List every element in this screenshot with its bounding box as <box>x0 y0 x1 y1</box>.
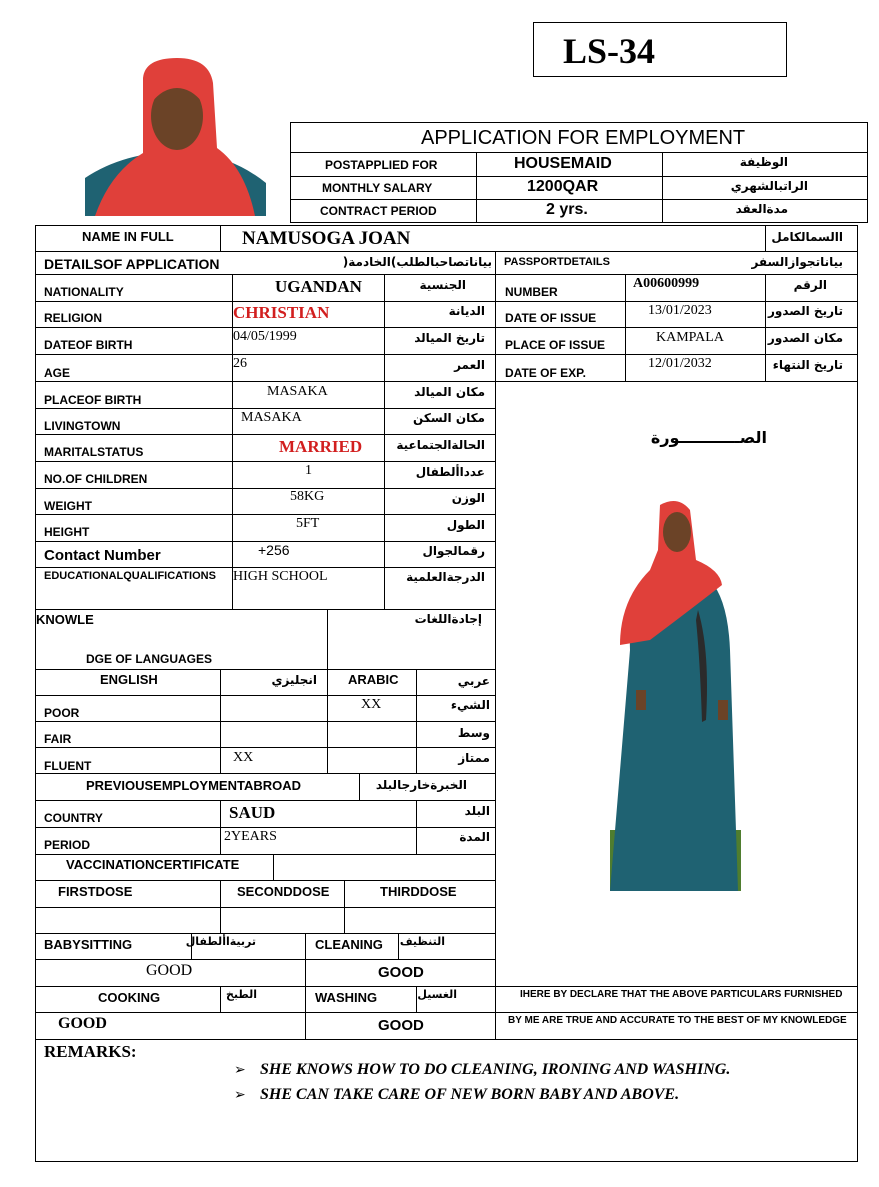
remark-2: SHE CAN TAKE CARE OF NEW BORN BABY AND ABOVE. <box>260 1086 680 1103</box>
washing-ar: الغسيل <box>417 988 457 1001</box>
weight-ar: الوزن <box>451 491 485 505</box>
country-label: COUNTRY <box>44 811 103 825</box>
education-label: EDUCATIONALQUALIFICATIONS <box>44 570 216 582</box>
height-ar: الطول <box>446 518 485 532</box>
age-value: 26 <box>233 356 247 371</box>
lang-fair: FAIR <box>44 732 72 746</box>
third-dose-label: THIRDDOSE <box>380 884 457 899</box>
weight-value: 58KG <box>290 489 325 504</box>
issue-date-ar: تاريخ الصدور <box>768 304 843 318</box>
dob-ar: تاريخ الميالد <box>414 331 485 345</box>
lang-poor-ar: الشيء <box>450 698 490 712</box>
contract-period-value: 2 yrs. <box>546 201 588 218</box>
expiry-date-value: 12/01/2032 <box>648 356 712 371</box>
languages-title-b: DGE OF LANGUAGES <box>86 652 213 666</box>
headshot-photo <box>85 58 266 216</box>
post-applied-value: HOUSEMAID <box>514 155 612 172</box>
languages-title-ar: إجادةاللغات <box>414 612 482 626</box>
reference-code: LS-34 <box>563 31 656 71</box>
religion-value: CHRISTIAN <box>233 303 330 322</box>
religion-ar: الديانة <box>448 304 485 318</box>
details-ar: بياناتصاحبالطلب)الخادمة( <box>342 255 492 269</box>
monthly-salary-ar: الراتبالشهري <box>730 179 808 193</box>
period-ar: المدة <box>459 830 490 844</box>
age-label: AGE <box>44 366 71 380</box>
living-town-label: LIVINGTOWN <box>44 419 121 433</box>
period-label: PERIOD <box>44 838 91 852</box>
nationality-label: NATIONALITY <box>44 285 124 299</box>
children-ar: عدداألطفال <box>415 465 485 479</box>
pob-value: MASAKA <box>267 384 328 399</box>
children-value: 1 <box>305 463 312 478</box>
first-dose-label: FIRSTDOSE <box>58 884 133 899</box>
country-ar: البلد <box>464 804 490 818</box>
remark-1: SHE KNOWS HOW TO DO CLEANING, IRONING AND WASHING. <box>260 1061 731 1078</box>
cooking-label: COOKING <box>98 990 161 1005</box>
full-body-photo <box>610 500 741 891</box>
marital-status-label: MARITALSTATUS <box>44 445 144 459</box>
passport-number-value: A00600999 <box>633 276 700 291</box>
issue-date-label: DATE OF ISSUE <box>505 311 597 325</box>
weight-label: WEIGHT <box>44 499 92 513</box>
period-value: 2YEARS <box>224 829 277 844</box>
contract-period-label: CONTRACT PERIOD <box>320 204 437 218</box>
dob-value: 04/05/1999 <box>233 329 297 344</box>
expiry-date-ar: تاريخ النتهاء <box>772 358 843 372</box>
lang-poor: POOR <box>44 706 80 720</box>
passport-number-label: NUMBER <box>505 285 558 299</box>
age-ar: العمر <box>454 358 485 372</box>
lang-fair-ar: وسط <box>457 726 490 740</box>
lang-fluent: FLUENT <box>44 759 92 773</box>
contact-number-label: Contact Number <box>44 547 161 564</box>
marital-status-value: MARRIED <box>279 437 363 456</box>
post-applied-ar: الوظيفة <box>739 155 788 169</box>
contact-number-ar: رقمالجوال <box>422 544 485 558</box>
living-town-value: MASAKA <box>241 410 302 425</box>
declaration-line-1: IHERE BY DECLARE THAT THE ABOVE PARTICULARS FURNISHED <box>520 989 843 1000</box>
babysitting-value: GOOD <box>146 962 193 979</box>
prev-employment-ar: الخبرةخارجالبلد <box>375 778 467 792</box>
education-value: HIGH SCHOOL <box>233 569 328 584</box>
nationality-value: UGANDAN <box>275 277 362 296</box>
contact-number-value: +256 <box>258 542 290 558</box>
name-value: NAMUSOGA JOAN <box>242 228 411 249</box>
monthly-salary-value: 1200QAR <box>527 178 599 195</box>
lang-arabic: ARABIC <box>348 672 399 687</box>
declaration-line-2: BY ME ARE TRUE AND ACCURATE TO THE BEST OF MY KNOWLEDGE <box>508 1015 847 1026</box>
prev-employment-title: PREVIOUSEMPLOYMENTABROAD <box>86 778 301 793</box>
cooking-ar: الطبخ <box>225 988 257 1001</box>
washing-label: WASHING <box>315 990 378 1005</box>
vaccination-title: VACCINATIONCERTIFICATE <box>66 857 240 872</box>
details-label: DETAILSOF APPLICATION <box>44 256 220 272</box>
contract-period-ar: مدةالعقد <box>735 202 788 216</box>
lang-fluent-ar: ممتاز <box>458 751 490 765</box>
remark-bullet-1: ➢ <box>234 1062 246 1078</box>
passport-number-ar: الرقم <box>793 278 827 292</box>
babysitting-ar: تربيةاألطفال <box>185 935 256 948</box>
issue-date-value: 13/01/2023 <box>648 303 712 318</box>
country-value: SAUD <box>229 803 276 822</box>
name-ar: االسمالكامل <box>771 230 843 244</box>
lang-poor-arabic-mark: XX <box>361 697 382 712</box>
lang-arabic-ar: عربي <box>457 674 490 688</box>
post-applied-label: POSTAPPLIED FOR <box>325 158 438 172</box>
passport-details-ar: بياناتجوازالسفر <box>751 255 843 269</box>
children-label: NO.OF CHILDREN <box>44 472 148 486</box>
education-ar: الدرجةالعلمية <box>406 570 485 584</box>
nationality-ar: الجنسية <box>419 278 466 292</box>
passport-details-label: PASSPORTDETAILS <box>504 256 610 268</box>
issue-place-ar: مكان الصدور <box>767 331 843 345</box>
babysitting-label: BABYSITTING <box>44 937 133 952</box>
issue-place-label: PLACE OF ISSUE <box>505 338 606 352</box>
marital-status-ar: الحالةالجتماعية <box>396 438 485 452</box>
religion-label: RELIGION <box>44 311 103 325</box>
lang-english: ENGLISH <box>100 672 158 687</box>
monthly-salary-label: MONTHLY SALARY <box>322 181 433 195</box>
second-dose-label: SECONDDOSE <box>237 884 330 899</box>
cleaning-ar: التنظيف <box>399 935 445 948</box>
languages-title-a: KNOWLE <box>36 612 94 627</box>
pob-label: PLACEOF BIRTH <box>44 393 142 407</box>
height-label: HEIGHT <box>44 525 90 539</box>
remark-bullet-2: ➢ <box>234 1087 246 1103</box>
lang-fluent-english-mark: XX <box>233 750 254 765</box>
photo-caption-ar: الصـــــــــــورة <box>650 428 767 447</box>
dob-label: DATEOF BIRTH <box>44 338 133 352</box>
washing-value: GOOD <box>378 1017 424 1034</box>
remarks-label: REMARKS: <box>44 1042 137 1061</box>
cooking-value: GOOD <box>58 1015 107 1032</box>
expiry-date-label: DATE OF EXP. <box>505 366 586 380</box>
lang-english-ar: انجليزي <box>271 673 317 687</box>
pob-ar: مكان الميالد <box>414 385 485 399</box>
cleaning-value: GOOD <box>378 964 424 981</box>
name-label: NAME IN FULL <box>82 229 174 244</box>
issue-place-value: KAMPALA <box>656 330 724 345</box>
form-title: APPLICATION FOR EMPLOYMENT <box>421 127 746 149</box>
height-value: 5FT <box>296 516 320 531</box>
living-town-ar: مكان السكن <box>413 411 485 425</box>
cleaning-label: CLEANING <box>315 937 383 952</box>
